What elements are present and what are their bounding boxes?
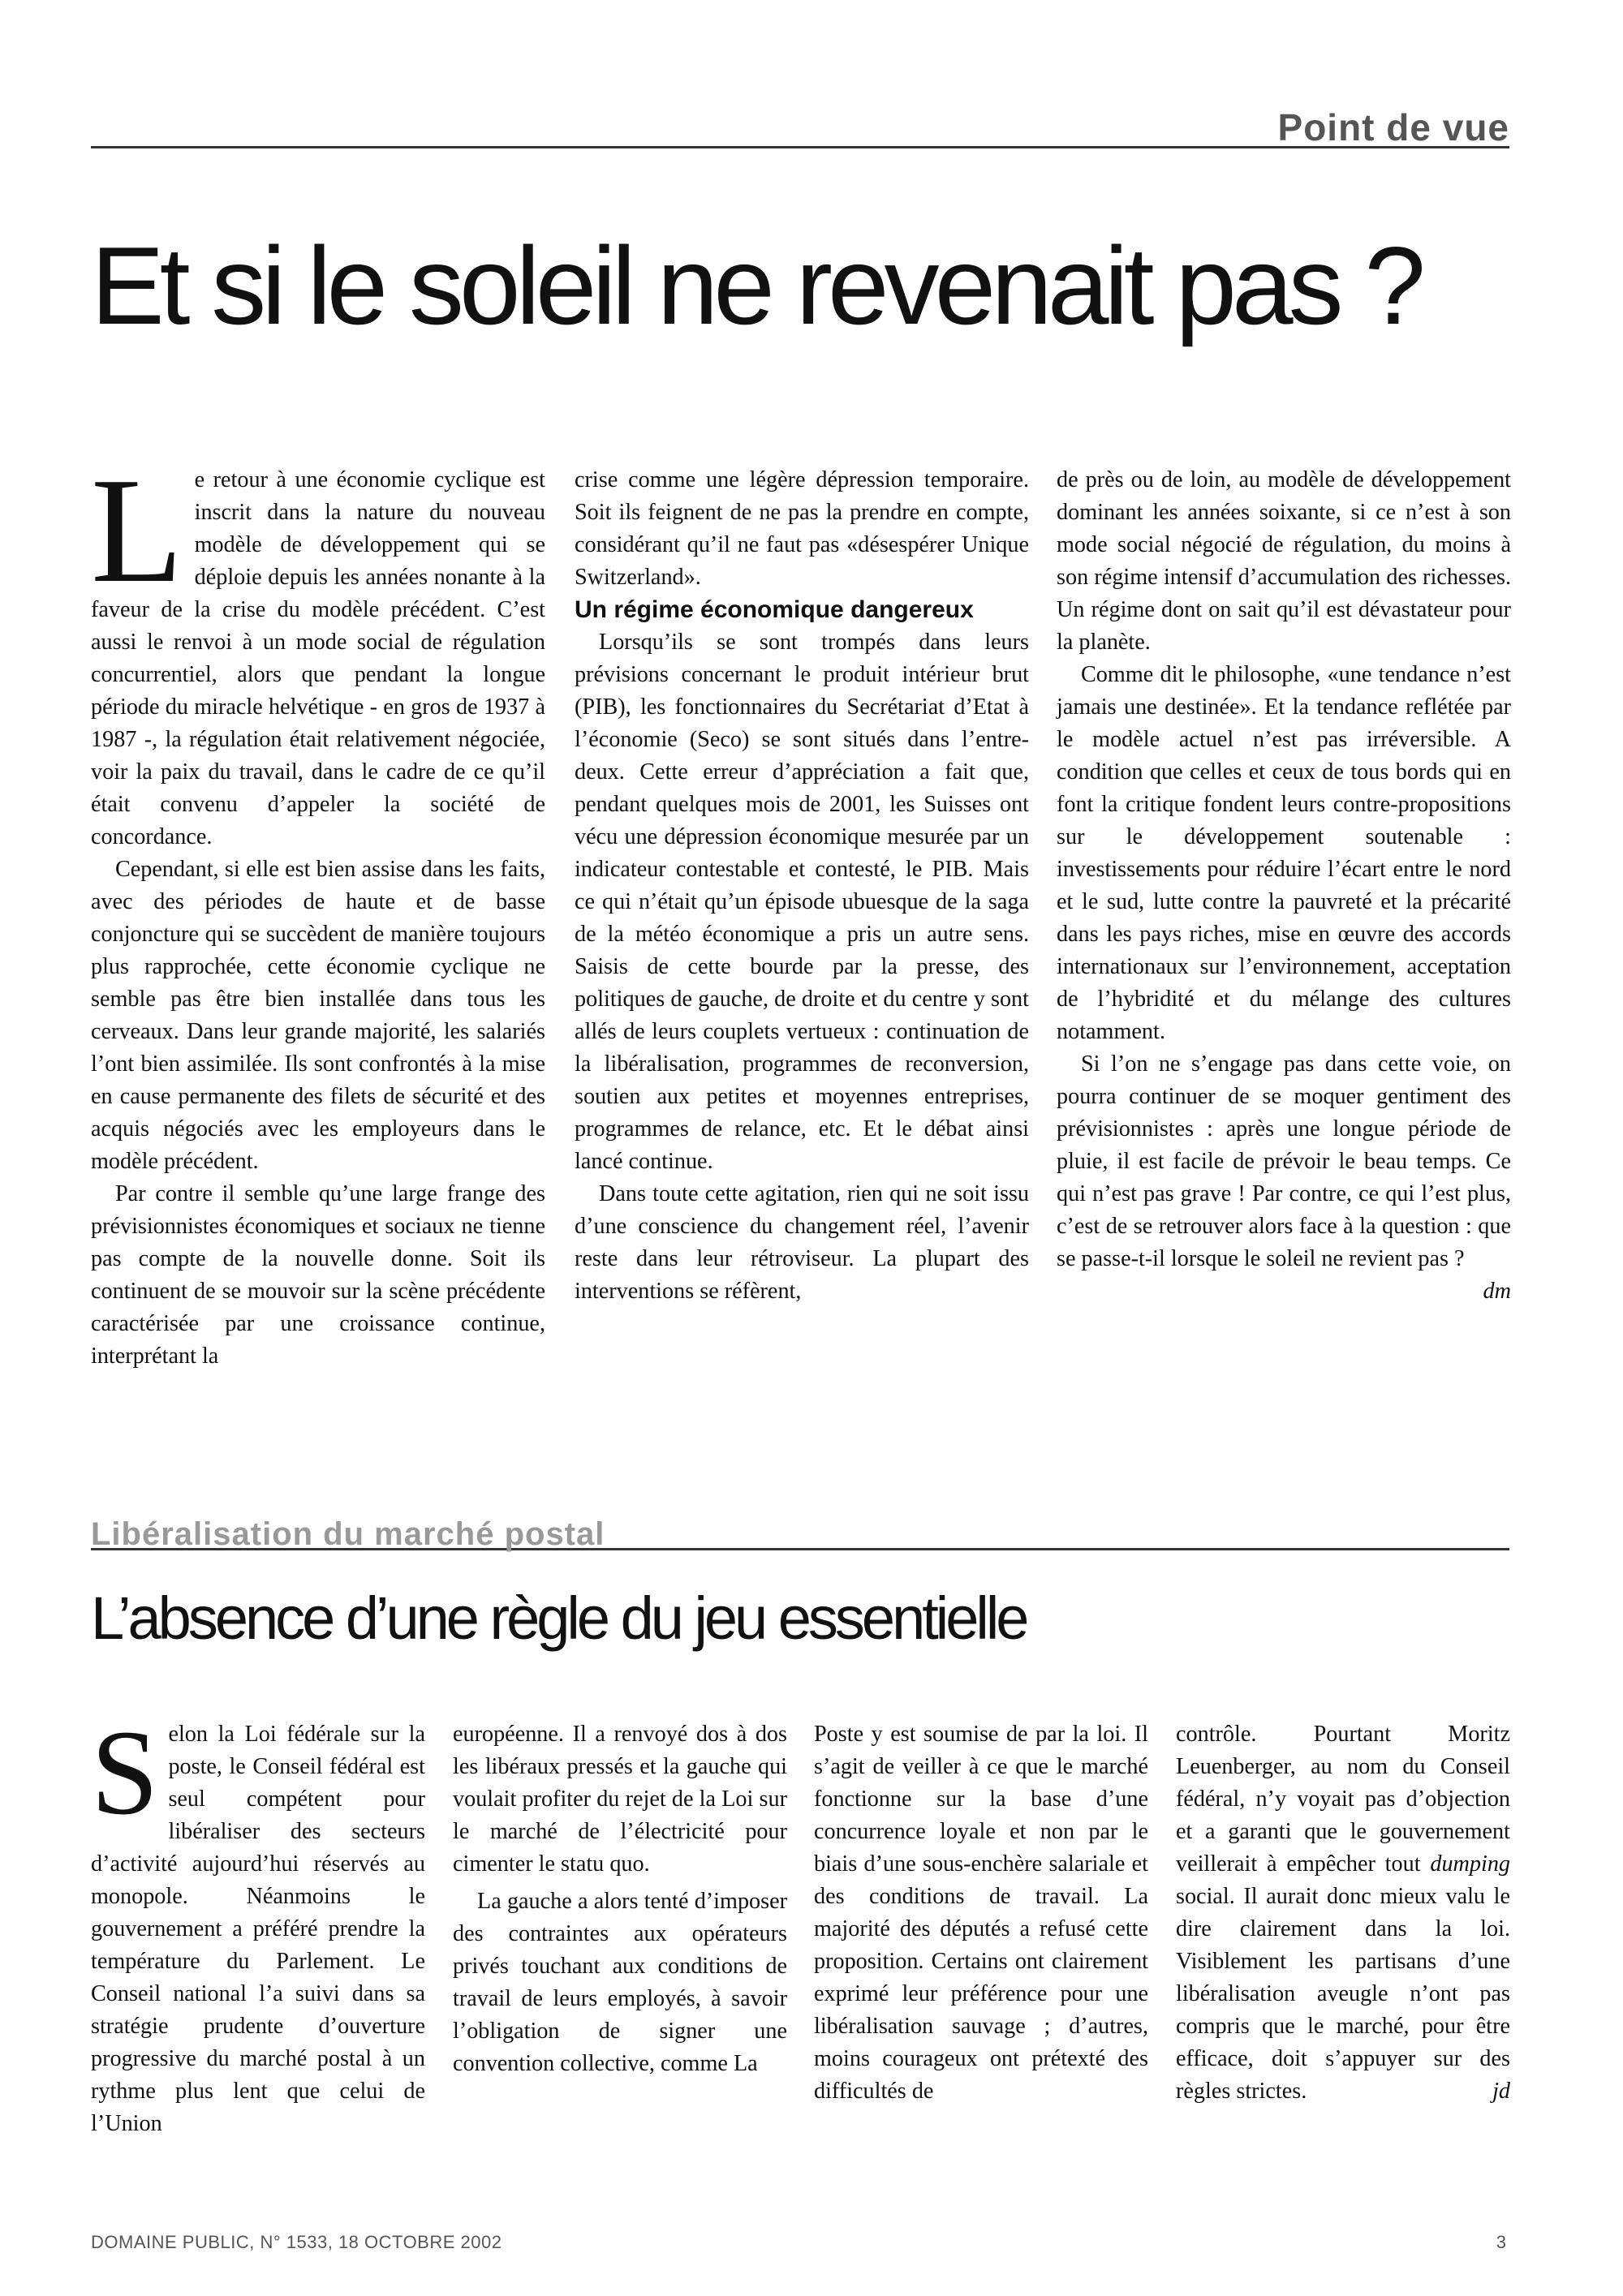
article2-rubric-label: Libéralisation du marché postal	[91, 1516, 605, 1552]
article2-title: L’absence d’une règle du jeu essentielle	[91, 1584, 1027, 1652]
article2-text-after: social. Il aurait donc mieux valu le dire clairement dans la loi. Visiblement les partisans d’une libéralisation aveugle n’ont pas compris que le marché, pour être efficace, doit s’appuyer sur des règles strictes.	[1176, 1884, 1510, 2104]
article1-paragraph: Dans toute cette agitation, rien qui ne soit issu d’une conscience du changement réel, l’avenir reste dans leur rétroviseur. La plupart des interventions se réfèrent,	[575, 1181, 1029, 1304]
article1-subhead: Un régime économique dangereux	[575, 596, 974, 623]
article1-paragraph: crise comme une légère dépression temporaire. Soit ils feignent de ne pas la prendre en compte, considérant qu’il ne faut pas «désespérer Unique Switzerland».	[575, 467, 1029, 590]
article2-signature: jd	[1492, 2079, 1510, 2104]
article1-column-2	[575, 464, 1029, 1470]
article2-dropcap: S	[91, 1705, 159, 1840]
article1-paragraph	[1057, 1048, 1511, 1304]
rubric-label: Point de vue	[1277, 106, 1509, 148]
article1-paragraph: Lorsqu’ils se sont trompés dans leurs prévisions concernant le produit intérieur brut (PIB), les fonctionnaires du Secrétariat d’Etat à l’économie (Seco) se sont situés dans l’entre-deux. Cette erreur d’appréciation a fait que, pendant quelques mois de 2001, les Suisses ont vécu une dépression économique mesurée par un indicateur contestable et contesté, le PIB. Mais ce qui n’était qu’un épisode ubuesque de la saga de la météo économique a pris un autre sens. Saisis de cette bourde par la presse, des politiques de gauche, de droite et du centre y sont allés de leurs couplets vertueux : continuation de la libéralisation, programmes de reconversion, soutien aux petites et moyennes entreprises, programmes de relance, etc. Et le débat ainsi lancé continue.	[575, 630, 1029, 1174]
article1-column-3	[1057, 464, 1511, 1470]
footer-publication: DOMAINE PUBLIC, N° 1533, 18 OCTOBRE 2002	[91, 2232, 502, 2252]
article1-dropcap: L	[91, 447, 183, 614]
article1-signature: dm	[1483, 1279, 1511, 1304]
article2-paragraph: Poste y est soumise de par la loi. Il s’agit de veiller à ce que le marché fonctionne sur la base d’une concurrence loyale et non par le biais d’une sous-enchère salariale et des conditions de travail. La majorité des députés a refusé cette proposition. Certains ont clairement exprimé leur préférence pour une libéralisation sauvage ; d’autres, moins courageux ont prétexté des difficultés de	[814, 1722, 1148, 2104]
article1-title: Et si le soleil ne revenait pas ?	[91, 224, 1421, 347]
article2-paragraph: La gauche a alors tenté d’imposer des contraintes aux opérateurs privés touchant aux conditions de travail de leurs employés, à savoir l’obligation de signer une convention collective, comme La	[453, 1889, 787, 2076]
article1-paragraph: Par contre il semble qu’une large frange des prévisionnistes économiques et sociaux ne tienne pas compte de la nouvelle donne. Soit ils continuent de se mouvoir sur la scène précédente caractérisée par une croissance continue, interprétant la	[91, 1181, 545, 1369]
article2-paragraph: européenne. Il a renvoyé dos à dos les libéraux pressés et la gauche qui voulait profiter du rejet de la Loi sur le marché de l’électricité pour cimenter le statu quo.	[453, 1722, 787, 1877]
section-rubric	[91, 104, 1509, 148]
article2-column-4	[1176, 1718, 1510, 2173]
article2-paragraph: elon la Loi fédérale sur la poste, le Conseil fédéral est seul compétent pour libéraliser des secteurs d’activité aujourd’hui réservés au monopole. Néanmoins le gouvernement a préféré prendre la température du Parlement. Le Conseil national l’a suivi dans sa stratégie prudente d’ouverture progressive du marché postal à un rythme plus lent que celui de l’Union	[91, 1722, 425, 2136]
article2-text-before: contrôle. Pourtant Moritz Leuenberger, au nom du Conseil fédéral, n’y voyait pas d’objection et a garanti que le gouvernement veillerait à empêcher tout	[1176, 1722, 1510, 1877]
article2-emphasis: dumping	[1430, 1851, 1511, 1877]
article1-paragraph: Comme dit le philosophe, «une tendance n’est jamais une destinée». Et la tendance reflétée par le modèle actuel n’est pas irréversible. A condition que celles et ceux de tous bords qui en font la critique fondent leurs contre-propositions sur le développement soutenable : investissements pour réduire l’écart entre le nord et le sud, lutte contre la pauvreté et la précarité dans les pays riches, mise en œuvre des accords internationaux sur l’environnement, acceptation de l’hybridité et du mélange des cultures notamment.	[1057, 662, 1511, 1044]
article2-rubric	[91, 1509, 1509, 1550]
article1-column-1	[91, 447, 545, 1470]
article1-closing-text: Si l’on ne s’engage pas dans cette voie, on pourra continuer de se moquer gentiment des prévisionnistes : après une longue période de pluie, il est facile de prévoir le beau temps. Ce qui n’est pas grave ! Par contre, ce qui l’est plus, c’est de se retrouver alors face à la question : que se passe-t-il lorsque le soleil ne revient pas ?	[1057, 1051, 1511, 1271]
article1-paragraph: e retour à une économie cyclique est inscrit dans la nature du nouveau modèle de développement qui se déploie depuis les années nonante à la faveur de la crise du modèle précédent. C’est aussi le renvoi à un mode social de régulation concurrentiel, alors que pendant la longue période du miracle helvétique - en gros de 1937 à 1987 -, la régulation était relativement négociée, voir la paix du travail, dans le cadre de ce qu’il était convenu d’appeler la société de concordance.	[91, 467, 545, 849]
article2-column-1	[91, 1705, 425, 2173]
footer-page-number: 3	[1496, 2232, 1506, 2252]
article2-column-3	[814, 1718, 1148, 2173]
article1-paragraph: Cependant, si elle est bien assise dans les faits, avec des périodes de haute et de basse conjoncture qui se succèdent de manière toujours plus rapprochée, cette économie cyclique ne semble pas être bien installée dans tous les cerveaux. Dans leur grande majorité, les salariés l’ont bien assimilée. Ils sont confrontés à la mise en cause permanente des filets de sécurité et des acquis négociés avec les employeurs dans le modèle précédent.	[91, 857, 545, 1174]
article1-paragraph: de près ou de loin, au modèle de développement dominant les années soixante, si ce n’est à son mode social négocié de régulation, du moins à son régime intensif d’accumulation des richesses. Un régime dont on sait qu’il est dévastateur pour la planète.	[1057, 467, 1511, 655]
article2-paragraph	[1176, 1718, 1510, 2108]
article2-column-2	[453, 1718, 787, 2173]
